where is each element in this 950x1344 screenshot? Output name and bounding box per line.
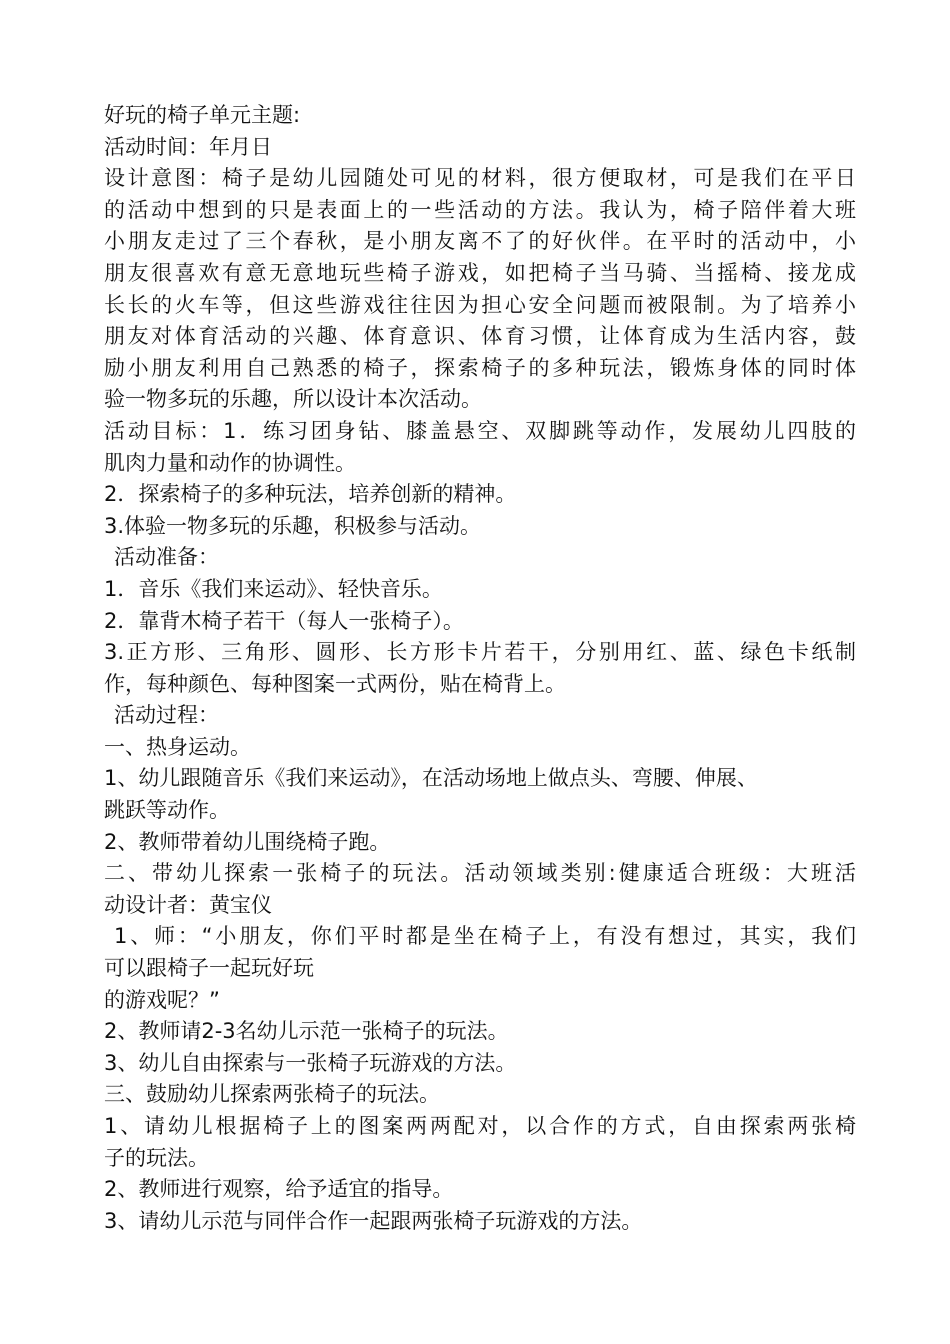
document-line: 3.体验一物多玩的乐趣，积极参与活动。	[104, 513, 482, 538]
document-line: 3、请幼儿示范与同伴合作一起跟两张椅子玩游戏的方法。	[104, 1208, 643, 1233]
document-line: 1、师：“小朋友，你们平时都是坐在椅子上，有没有想过，其实，我们	[114, 924, 856, 949]
document-line: 小朋友走过了三个春秋，是小朋友离不了的好伙伴。在平时的活动中，小	[104, 229, 856, 254]
document-line: 朋友对体育活动的兴趣、体育意识、体育习惯，让体育成为生活内容，鼓	[104, 324, 856, 349]
document-line: 二、带幼儿探索一张椅子的玩法。活动领域类别:健康适合班级：大班活	[104, 861, 856, 886]
document-line: 2、教师带着幼儿围绕椅子跑。	[104, 829, 391, 854]
document-line: 3.正方形、三角形、圆形、长方形卡片若干，分别用红、蓝、绿色卡纸制	[104, 640, 856, 665]
document-line: 2．靠背木椅子若干（每人一张椅子）。	[104, 608, 464, 633]
document-line: 1．音乐《我们来运动》、轻快音乐。	[104, 576, 443, 601]
document-line: 励小朋友利用自己熟悉的椅子，探索椅子的多种玩法，锻炼身体的同时体	[104, 355, 856, 380]
document-line: 动设计者：黄宝仪	[104, 892, 272, 917]
document-line: 三、鼓励幼儿探索两张椅子的玩法。	[104, 1082, 440, 1107]
document-line: 肌肉力量和动作的协调性。	[104, 450, 356, 475]
document-line: 长长的火车等，但这些游戏往往因为担心安全问题而被限制。为了培养小	[104, 292, 856, 317]
document-line: 可以跟椅子一起玩好玩	[104, 956, 314, 981]
document-line: 活动时间：年月日	[104, 134, 272, 159]
document-line: 跳跃等动作。	[104, 798, 230, 823]
document-body	[104, 100, 856, 1237]
document-line: 作，每种颜色、每种图案一式两份，贴在椅背上。	[104, 671, 566, 696]
document-line: 2、教师请2-3名幼儿示范一张椅子的玩法。	[104, 1019, 509, 1044]
document-line: 2、教师进行观察，给予适宜的指导。	[104, 1177, 454, 1202]
document-line: 1、幼儿跟随音乐《我们来运动》，在活动场地上做点头、弯腰、伸展、	[104, 766, 758, 791]
document-line: 2．探索椅子的多种玩法，培养创新的精神。	[104, 482, 517, 507]
document-line: 的游戏呢？”	[104, 987, 220, 1012]
document-line: 设计意图：椅子是幼儿园随处可见的材料，很方便取材，可是我们在平日	[104, 166, 856, 191]
document-line: 验一物多玩的乐趣，所以设计本次活动。	[104, 387, 482, 412]
document-line: 活动过程：	[114, 703, 219, 728]
document-line: 活动目标：1．练习团身钻、膝盖悬空、双脚跳等动作，发展幼儿四肢的	[104, 418, 856, 443]
document-line: 的活动中想到的只是表面上的一些活动的方法。我认为，椅子陪伴着大班	[104, 197, 856, 222]
document-line: 一、热身运动。	[104, 734, 251, 759]
document-line: 子的玩法。	[104, 1145, 209, 1170]
document-line: 活动准备：	[114, 545, 219, 570]
document-line: 1、请幼儿根据椅子上的图案两两配对，以合作的方式，自由探索两张椅	[104, 1114, 856, 1138]
document-line: 3、幼儿自由探索与一张椅子玩游戏的方法。	[104, 1050, 517, 1075]
document-line: 朋友很喜欢有意无意地玩些椅子游戏，如把椅子当马骑、当摇椅、接龙成	[104, 260, 856, 285]
document-line: 好玩的椅子单元主题:	[104, 103, 301, 127]
